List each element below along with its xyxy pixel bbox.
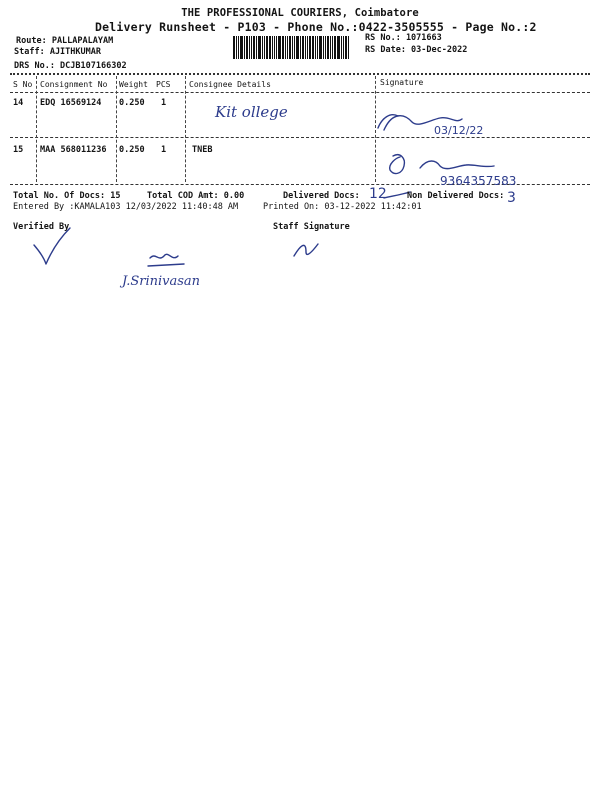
table-row-weight: 0.250 xyxy=(119,98,145,108)
non-delivered-docs-label: Non Delivered Docs: xyxy=(407,191,505,201)
total-cod: Total COD Amt: 0.00 xyxy=(147,191,245,201)
printed-on: Printed On: 03-12-2022 11:42:01 xyxy=(263,202,422,212)
delivered-docs-label: Delivered Docs: xyxy=(283,191,360,201)
verified-underline xyxy=(148,264,184,266)
col-header-pcs: PCS xyxy=(156,80,171,89)
handwritten-date: 03/12/22 xyxy=(434,124,484,137)
handwritten-phone: 9364357583 xyxy=(440,174,517,188)
handwritten-non-delivered-count: 3 xyxy=(507,190,516,206)
handwriting-overlay xyxy=(0,0,600,300)
table-row-consignment: MAA 568011236 xyxy=(40,145,107,155)
staff-label: Staff: AJITHKUMAR xyxy=(14,47,101,57)
runsheet-title: Delivery Runsheet - P103 - Phone No.:0422-3505555 - Page No.:2 xyxy=(95,20,537,34)
handwritten-verifier-name: J.Srinivasan xyxy=(122,274,201,289)
col-header-consignment: Consignment No xyxy=(40,80,108,89)
col-header-weight: Weight xyxy=(119,80,148,89)
table-row-sno: 14 xyxy=(13,98,24,108)
total-docs: Total No. Of Docs: 15 xyxy=(13,191,121,201)
table-row-consignment: EDQ 16569124 xyxy=(40,98,102,108)
verified-by-label: Verified By xyxy=(13,222,70,232)
handwritten-delivered-count: 12 xyxy=(369,186,387,202)
company-title: THE PROFESSIONAL COURIERS, Coimbatore xyxy=(181,7,419,19)
rs-number: RS No.: 1071663 xyxy=(365,33,442,43)
table-row-weight: 0.250 xyxy=(119,145,145,155)
handwritten-consignee: Kit ollege xyxy=(215,103,288,121)
table-row-pcs: 1 xyxy=(161,98,167,108)
staff-signature-mark xyxy=(294,244,318,256)
col-header-signature: Signature xyxy=(380,78,424,87)
staff-signature-label: Staff Signature xyxy=(273,222,350,232)
drs-number: DRS No.: DCJB107166302 xyxy=(14,61,127,71)
signature-scribble xyxy=(390,155,405,174)
route-label: Route: PALLAPALAYAM xyxy=(16,36,114,46)
entered-by: Entered By :KAMALA103 12/03/2022 11:40:48 AM xyxy=(13,202,239,212)
col-header-sno: S No xyxy=(13,80,33,89)
verified-initials xyxy=(150,254,178,258)
signature-scribble xyxy=(420,161,494,169)
col-header-consignee: Consignee Details xyxy=(189,80,271,89)
rs-date: RS Date: 03-Dec-2022 xyxy=(365,45,468,55)
table-row-pcs: 1 xyxy=(161,145,167,155)
table-row-consignee: TNEB xyxy=(192,145,213,155)
table-row-sno: 15 xyxy=(13,145,24,155)
verified-mark xyxy=(34,228,70,264)
